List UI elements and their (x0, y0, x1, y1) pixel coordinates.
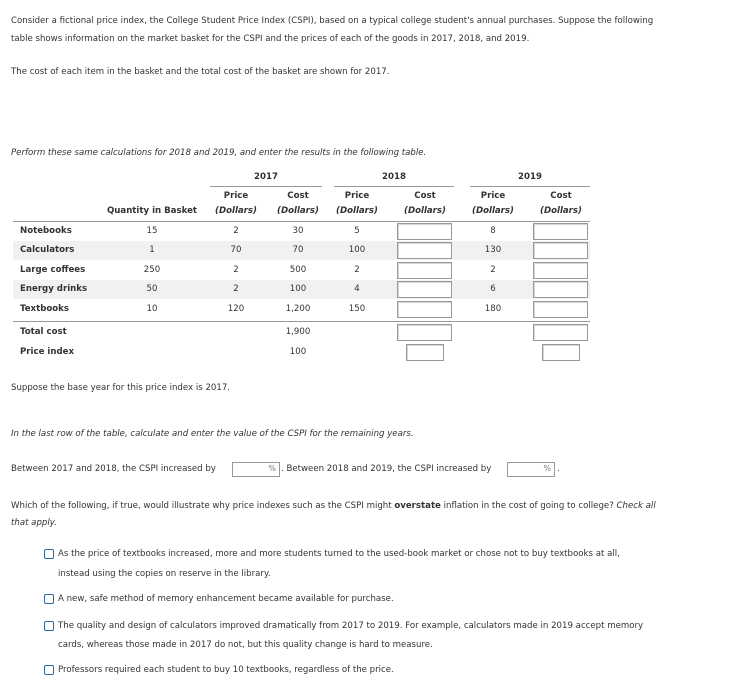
cost-2019-input[interactable] (533, 281, 588, 298)
price-2018-cell: 2 (354, 265, 360, 275)
percent-sign: % (268, 464, 276, 473)
price-index-2018-input[interactable] (406, 344, 444, 361)
price-2017-cell: 2 (233, 226, 239, 236)
option-text: The quality and design of calculators improved dramatically from 2017 to 2019. For example, calculators made in 2019 accept memory (58, 621, 644, 631)
base-year-text: Suppose the base year for this price index is 2017. (11, 383, 231, 393)
option-text: instead using the copies on reserve in the library. (58, 569, 271, 579)
year-2018-rule (334, 186, 454, 187)
price-2019-header: Price (480, 191, 506, 201)
unit-label: (Dollars) (540, 206, 582, 216)
price-2019-cell: 130 (484, 245, 502, 255)
price-index-label: Price index (20, 347, 74, 357)
cost-2019-input[interactable] (533, 242, 588, 259)
intro-line-3: The cost of each item in the basket and the total cost of the basket are shown for 2017. (11, 67, 390, 77)
unit-label: (Dollars) (277, 206, 319, 216)
cost-2017-cell: 100 (289, 284, 307, 294)
price-2017-header: Price (223, 191, 249, 201)
total-rule (13, 321, 590, 322)
option-text: cards, whereas those made in 2017 do not, but this quality change is hard to measure. (58, 640, 433, 650)
option-checkbox[interactable] (44, 549, 54, 559)
year-2019-header: 2019 (518, 172, 542, 182)
year-2019-rule (470, 186, 590, 187)
cost-2018-input[interactable] (397, 301, 452, 318)
cost-2018-input[interactable] (397, 223, 452, 240)
question-emphasis: overstate (394, 501, 441, 511)
price-2017-cell: 70 (230, 245, 242, 255)
question-line-1 (11, 497, 656, 515)
quantity-header: Quantity in Basket (106, 206, 198, 216)
intro-line-1: Consider a fictional price index, the College Student Price Index (CSPI), based on a typical college student's annual purchases. Suppose the following (11, 16, 654, 26)
cost-2019-input[interactable] (533, 223, 588, 240)
price-2018-cell: 5 (354, 226, 360, 236)
increase-text-2: . Between 2018 and 2019, the CSPI increased by (281, 464, 492, 474)
year-2017-header: 2017 (254, 172, 278, 182)
unit-label: (Dollars) (215, 206, 257, 216)
option-text: Professors required each student to buy 10 textbooks, regardless of the price. (58, 665, 394, 675)
increase-2019-input[interactable] (507, 462, 555, 477)
cost-2019-input[interactable] (533, 301, 588, 318)
price-2017-cell: 2 (233, 265, 239, 275)
unit-label: (Dollars) (472, 206, 514, 216)
last-row-note: In the last row of the table, calculate and enter the value of the CSPI for the remaining years. (11, 429, 414, 439)
cost-2017-cell: 70 (292, 245, 304, 255)
row-name: Textbooks (20, 304, 69, 314)
percent-sign: % (543, 464, 551, 473)
quantity-cell: 50 (146, 284, 158, 294)
price-index-2019-input[interactable] (542, 344, 580, 361)
year-2017-rule (210, 186, 322, 187)
check-all-note: Check all (616, 501, 656, 511)
price-2019-cell: 2 (490, 265, 496, 275)
price-2019-cell: 6 (490, 284, 496, 294)
intro-line-2: table shows information on the market basket for the CSPI and the prices of each of the goods in 2017, 2018, and 2019. (11, 34, 530, 44)
price-index-2017: 100 (289, 347, 307, 357)
cost-2017-cell: 500 (289, 265, 307, 275)
increase-text-1: Between 2017 and 2018, the CSPI increased by (11, 464, 216, 474)
option-checkbox[interactable] (44, 621, 54, 631)
price-2018-header: Price (344, 191, 370, 201)
increase-2018-input[interactable] (232, 462, 280, 477)
cost-2019-header: Cost (550, 191, 572, 201)
cost-2018-input[interactable] (397, 262, 452, 279)
increase-text-3: . (557, 464, 560, 474)
cost-2018-input[interactable] (397, 281, 452, 298)
total-cost-label: Total cost (20, 327, 67, 337)
header-rule (13, 221, 590, 222)
question-text: Which of the following, if true, would illustrate why price indexes such as the CSPI might (11, 501, 392, 511)
row-name: Notebooks (20, 226, 72, 236)
total-cost-2019-input[interactable] (533, 324, 588, 341)
question-text-post: inflation in the cost of going to college? (443, 501, 614, 511)
cost-2018-input[interactable] (397, 242, 452, 259)
quantity-cell: 10 (146, 304, 158, 314)
option-text: As the price of textbooks increased, more and more students turned to the used-book market or chose not to buy textbooks at all, (58, 549, 620, 559)
total-cost-2018-input[interactable] (397, 324, 452, 341)
unit-label: (Dollars) (404, 206, 446, 216)
price-2019-cell: 180 (484, 304, 502, 314)
price-2019-cell: 8 (490, 226, 496, 236)
price-2017-cell: 2 (233, 284, 239, 294)
price-2018-cell: 100 (348, 245, 366, 255)
option-text: A new, safe method of memory enhancement became available for purchase. (58, 594, 394, 604)
question-line-2: that apply. (11, 518, 57, 528)
cost-2019-input[interactable] (533, 262, 588, 279)
option-checkbox[interactable] (44, 665, 54, 675)
quantity-cell: 250 (143, 265, 161, 275)
cost-2017-cell: 30 (292, 226, 304, 236)
quantity-cell: 15 (146, 226, 158, 236)
price-2018-cell: 150 (348, 304, 366, 314)
cost-2017-cell: 1,200 (285, 304, 311, 314)
row-name: Calculators (20, 245, 75, 255)
row-name: Large coffees (20, 265, 86, 275)
year-2018-header: 2018 (382, 172, 406, 182)
cost-2017-header: Cost (287, 191, 309, 201)
instruction-text: Perform these same calculations for 2018 and 2019, and enter the results in the following table. (11, 148, 427, 158)
price-2017-cell: 120 (227, 304, 245, 314)
quantity-cell: 1 (149, 245, 155, 255)
cost-2018-header: Cost (414, 191, 436, 201)
row-name: Energy drinks (20, 284, 88, 294)
unit-label: (Dollars) (336, 206, 378, 216)
price-2018-cell: 4 (354, 284, 360, 294)
total-cost-2017: 1,900 (285, 327, 311, 337)
option-checkbox[interactable] (44, 594, 54, 604)
